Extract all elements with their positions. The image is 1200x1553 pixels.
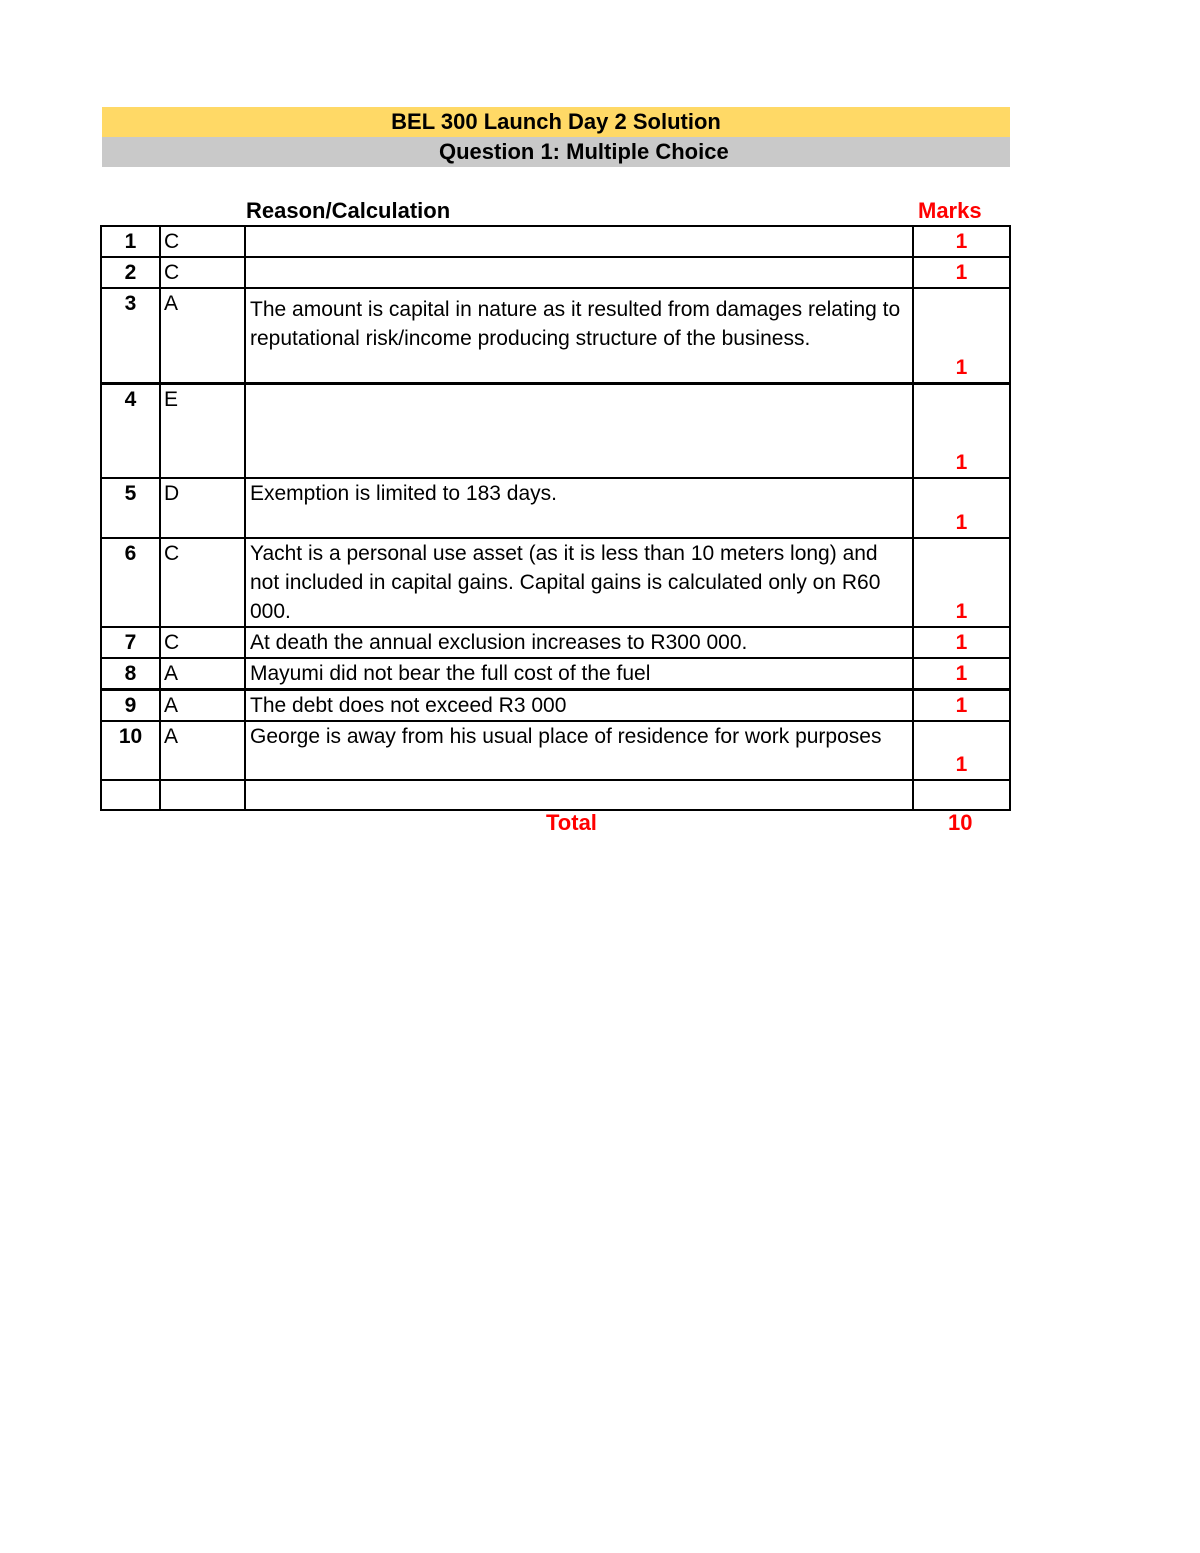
question-number: 4: [101, 383, 160, 478]
mark-value: 1: [913, 288, 1010, 383]
mark-value: 1: [913, 658, 1010, 690]
total-label: Total: [546, 810, 597, 835]
mark-value: 1: [913, 478, 1010, 538]
question-heading: [102, 137, 1010, 167]
answer-letter: C: [160, 257, 245, 288]
table-row: [101, 721, 1010, 780]
mark-value: 1: [913, 690, 1010, 722]
answer-letter: A: [160, 721, 245, 780]
table-row: [101, 690, 1010, 722]
empty-row: [101, 780, 1010, 810]
reason-text: The debt does not exceed R3 000: [245, 690, 913, 722]
table-row: [101, 658, 1010, 690]
question-number: 3: [101, 288, 160, 383]
empty-cell: [160, 780, 245, 810]
answer-letter: E: [160, 383, 245, 478]
table-row: [101, 627, 1010, 658]
question-number: 8: [101, 658, 160, 690]
answer-letter: A: [160, 658, 245, 690]
table-row: [101, 288, 1010, 383]
question-number: 7: [101, 627, 160, 658]
answer-letter: C: [160, 627, 245, 658]
table-row: [101, 257, 1010, 288]
reason-text: [245, 226, 913, 257]
question-number: 2: [101, 257, 160, 288]
mark-value: 1: [913, 538, 1010, 627]
reason-text: [245, 257, 913, 288]
empty-cell: [101, 780, 160, 810]
total-value: 10: [948, 810, 973, 835]
question-heading-text: Question 1: Multiple Choice: [439, 139, 729, 164]
question-number: 9: [101, 690, 160, 722]
mark-value: 1: [913, 226, 1010, 257]
reason-text: Yacht is a personal use asset (as it is less than 10 meters long) and not included in capital gains. Capital gains is calculated only on R60 000.: [245, 538, 913, 627]
document-title: BEL 300 Launch Day 2 Solution: [102, 107, 1010, 137]
mark-value: 1: [913, 257, 1010, 288]
question-number: 10: [101, 721, 160, 780]
reason-text: George is away from his usual place of residence for work purposes: [245, 721, 913, 780]
table-row: [101, 538, 1010, 627]
mark-value: 1: [913, 721, 1010, 780]
answers-table: [100, 225, 1011, 811]
empty-cell: [245, 780, 913, 810]
reason-text: Mayumi did not bear the full cost of the fuel: [245, 658, 913, 690]
reason-column-header: Reason/Calculation: [246, 198, 451, 223]
answer-letter: D: [160, 478, 245, 538]
table-row: [101, 478, 1010, 538]
table-row: [101, 383, 1010, 478]
reason-text: Exemption is limited to 183 days.: [245, 478, 913, 538]
reason-text: At death the annual exclusion increases to R300 000.: [245, 627, 913, 658]
mark-value: 1: [913, 383, 1010, 478]
answer-letter: C: [160, 226, 245, 257]
answer-letter: A: [160, 690, 245, 722]
empty-cell: [913, 780, 1010, 810]
marks-column-header: Marks: [918, 198, 982, 223]
question-number: 1: [101, 226, 160, 257]
reason-text: [245, 383, 913, 478]
question-number: 6: [101, 538, 160, 627]
answer-letter: C: [160, 538, 245, 627]
reason-text: The amount is capital in nature as it resulted from damages relating to reputational risk/income producing structure of the business.: [245, 288, 913, 383]
table-row: [101, 226, 1010, 257]
answer-letter: A: [160, 288, 245, 383]
question-number: 5: [101, 478, 160, 538]
mark-value: 1: [913, 627, 1010, 658]
